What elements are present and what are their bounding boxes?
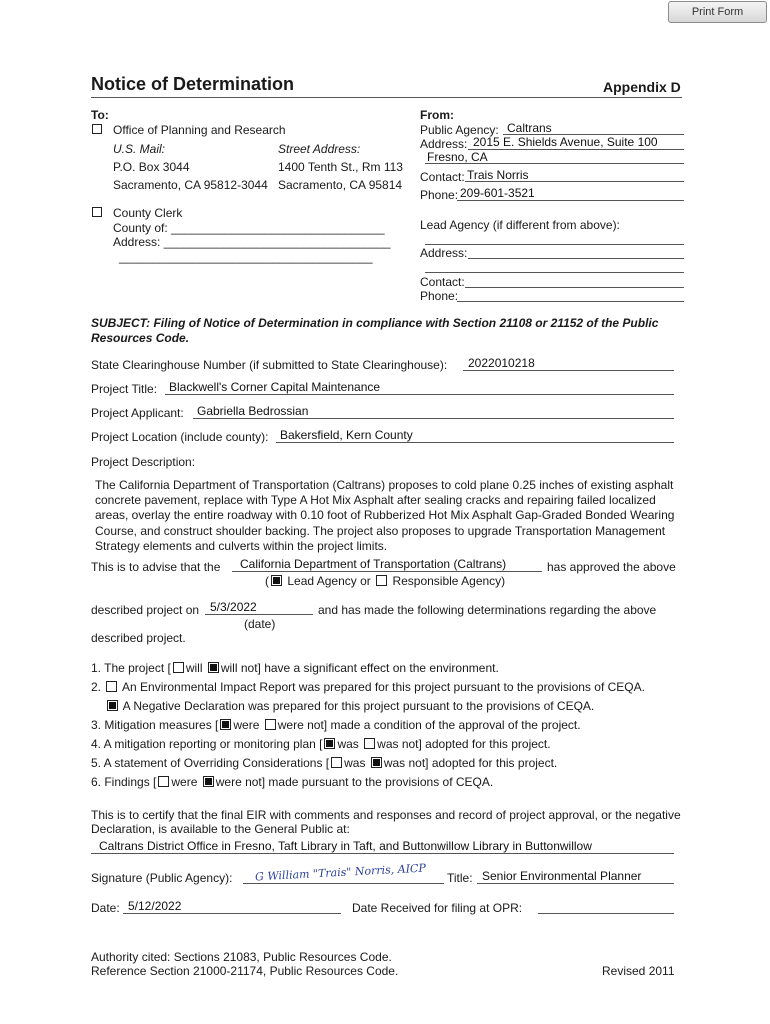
- project-applicant-label: Project Applicant:: [91, 406, 184, 420]
- lead-address-line2-field[interactable]: [425, 272, 684, 273]
- appendix-label: Appendix D: [603, 79, 681, 95]
- determination-5: 5. A statement of Overriding Considerations [ was was not] adopted for this project.: [91, 756, 558, 770]
- signature-label: Signature (Public Agency):: [91, 871, 233, 885]
- signature-field[interactable]: [243, 883, 444, 884]
- revised-label: Revised 2011: [602, 964, 675, 978]
- advise-suffix: has approved the above: [547, 560, 676, 574]
- sch-number-field[interactable]: 2022010218: [468, 356, 535, 370]
- phone-field[interactable]: 209-601-3521: [460, 186, 535, 200]
- determination-3: 3. Mitigation measures [ were were not] made a condition of the approval of the project.: [91, 718, 581, 732]
- date-received-label: Date Received for filing at OPR:: [352, 901, 523, 915]
- described-prefix: described project on: [91, 603, 200, 617]
- date-label: Date:: [91, 901, 120, 915]
- subject-heading: SUBJECT: Filing of Notice of Determination in compliance with Section 21108 or 21152 of the Public Resources Code.: [91, 316, 659, 345]
- to-label: To:: [91, 108, 109, 122]
- monitoring-was-not-checkbox[interactable]: [364, 738, 375, 749]
- authority-cited: Authority cited: Sections 21083, Public Resources Code.: [91, 950, 392, 964]
- street-address: 1400 Tenth St., Rm 113: [278, 160, 403, 174]
- lead-agency-option: Lead Agency or: [287, 574, 371, 588]
- described-suffix: and has made the following determinations regarding the above: [318, 603, 657, 617]
- reference-section: Reference Section 21000-21174, Public Resources Code.: [91, 964, 399, 978]
- determination-4: 4. A mitigation reporting or monitoring plan [ was was not] adopted for this project.: [91, 737, 551, 751]
- project-description-field[interactable]: The California Department of Transportation (Caltrans) proposes to cold plane 0.25 inches of existing asphalt concrete pavement, replace with Type A Hot Mix Asphalt after sealing cracks and repairing failed localized areas, overlay the entire roadway with 0.10 foot of Rubberized Hot Mix Asphalt Gap-Graded Bonded Wearing Course, and construct shoulder backing. The project also proposes to upgrade Transportation Management Strategy elements and culverts within the project limits.: [95, 478, 675, 553]
- page-title: Notice of Determination: [91, 74, 295, 94]
- significant-effect-will-checkbox[interactable]: [173, 662, 184, 673]
- mitigation-were-checkbox[interactable]: [220, 719, 231, 730]
- determination-2b: A Negative Declaration was prepared for this project pursuant to the provisions of CEQA.: [105, 699, 594, 713]
- mitigation-were-not-checkbox[interactable]: [265, 719, 276, 730]
- project-title-label: Project Title:: [91, 382, 158, 396]
- signature-date-field[interactable]: 5/12/2022: [128, 899, 182, 913]
- availability-location-field[interactable]: Caltrans District Office in Fresno, Taft Library in Taft, and Buttonwillow Library in Buttonwillow: [99, 839, 592, 853]
- lead-contact-field[interactable]: [465, 287, 684, 288]
- described-end: described project.: [91, 631, 186, 645]
- lead-agency-checkbox[interactable]: [271, 575, 282, 586]
- eir-checkbox[interactable]: [106, 681, 117, 692]
- public-agency-field[interactable]: Caltrans: [507, 121, 552, 135]
- project-location-field[interactable]: Bakersfield, Kern County: [280, 428, 413, 442]
- county-clerk-label: County Clerk: [113, 206, 183, 220]
- determination-6: 6. Findings [ were were not] made pursuant to the provisions of CEQA.: [91, 775, 494, 789]
- us-mail-label: U.S. Mail:: [113, 142, 166, 156]
- responsible-agency-option: Responsible Agency): [392, 574, 506, 588]
- determination-2: 2. An Environmental Impact Report was prepared for this project pursuant to the provisions of CEQA.: [91, 680, 645, 694]
- po-box: P.O. Box 3044: [113, 160, 190, 174]
- lead-address-field[interactable]: [468, 258, 684, 259]
- public-agency-label: Public Agency:: [420, 123, 499, 137]
- lead-agency-label: Lead Agency (if different from above):: [420, 218, 620, 232]
- lead-phone-label: Phone:: [420, 289, 459, 303]
- county-clerk-checkbox[interactable]: [92, 207, 102, 217]
- approving-agency-field[interactable]: California Department of Transportation (Caltrans): [240, 557, 507, 571]
- negative-declaration-checkbox[interactable]: [107, 700, 118, 711]
- address-line1-field[interactable]: 2015 E. Shields Avenue, Suite 100: [473, 135, 658, 149]
- responsible-agency-checkbox[interactable]: [376, 575, 387, 586]
- approval-date-field[interactable]: 5/3/2022: [210, 600, 257, 614]
- street-city: Sacramento, CA 95814: [278, 178, 403, 192]
- agency-type-row: ( Lead Agency or Responsible Agency): [265, 574, 506, 588]
- findings-were-not-checkbox[interactable]: [203, 776, 214, 787]
- sch-label: State Clearinghouse Number (if submitted to State Clearinghouse):: [91, 358, 448, 372]
- project-description-label: Project Description:: [91, 455, 196, 469]
- title-field[interactable]: Senior Environmental Planner: [482, 869, 642, 883]
- street-address-label: Street Address:: [278, 142, 361, 156]
- significant-effect-will-not-checkbox[interactable]: [208, 662, 219, 673]
- monitoring-was-checkbox[interactable]: [324, 738, 335, 749]
- county-address-field[interactable]: Address: __________________________________: [113, 235, 391, 249]
- header-divider: [91, 97, 682, 98]
- project-location-label: Project Location (include county):: [91, 430, 269, 444]
- county-of-field[interactable]: County of: ________________________________: [113, 221, 385, 235]
- address-label: Address:: [420, 137, 468, 151]
- certify-text: This is to certify that the final EIR with comments and responses and record of project approval, or the negative Declaration, is available to the General Public at:: [91, 808, 681, 836]
- title-label: Title:: [447, 871, 473, 885]
- date-caption: (date): [244, 617, 276, 631]
- from-label: From:: [420, 108, 454, 122]
- advise-prefix: This is to advise that the: [91, 560, 221, 574]
- opr-checkbox[interactable]: [92, 124, 102, 134]
- project-title-field[interactable]: Blackwell's Corner Capital Maintenance: [169, 380, 381, 394]
- address-line2-field[interactable]: Fresno, CA: [427, 150, 488, 164]
- print-form-button[interactable]: Print Form: [668, 1, 767, 23]
- mail-city: Sacramento, CA 95812-3044: [113, 178, 268, 192]
- date-received-field[interactable]: [538, 913, 674, 914]
- lead-contact-label: Contact:: [420, 275, 465, 289]
- lead-phone-field[interactable]: [457, 301, 684, 302]
- phone-label: Phone:: [420, 188, 459, 202]
- overriding-was-not-checkbox[interactable]: [371, 757, 382, 768]
- project-applicant-field[interactable]: Gabriella Bedrossian: [197, 404, 309, 418]
- determination-1: 1. The project [ will will not] have a significant effect on the environment.: [91, 661, 499, 675]
- county-address-line2[interactable]: ______________________________________: [119, 250, 373, 264]
- lead-address-label: Address:: [420, 246, 468, 260]
- opr-label: Office of Planning and Research: [113, 123, 286, 137]
- findings-were-checkbox[interactable]: [158, 776, 169, 787]
- contact-label: Contact:: [420, 170, 465, 184]
- lead-agency-field[interactable]: [425, 244, 684, 245]
- overriding-was-checkbox[interactable]: [331, 757, 342, 768]
- signature-image: G William "Trais" Norris, AICP: [254, 861, 427, 884]
- contact-field[interactable]: Trais Norris: [467, 168, 529, 182]
